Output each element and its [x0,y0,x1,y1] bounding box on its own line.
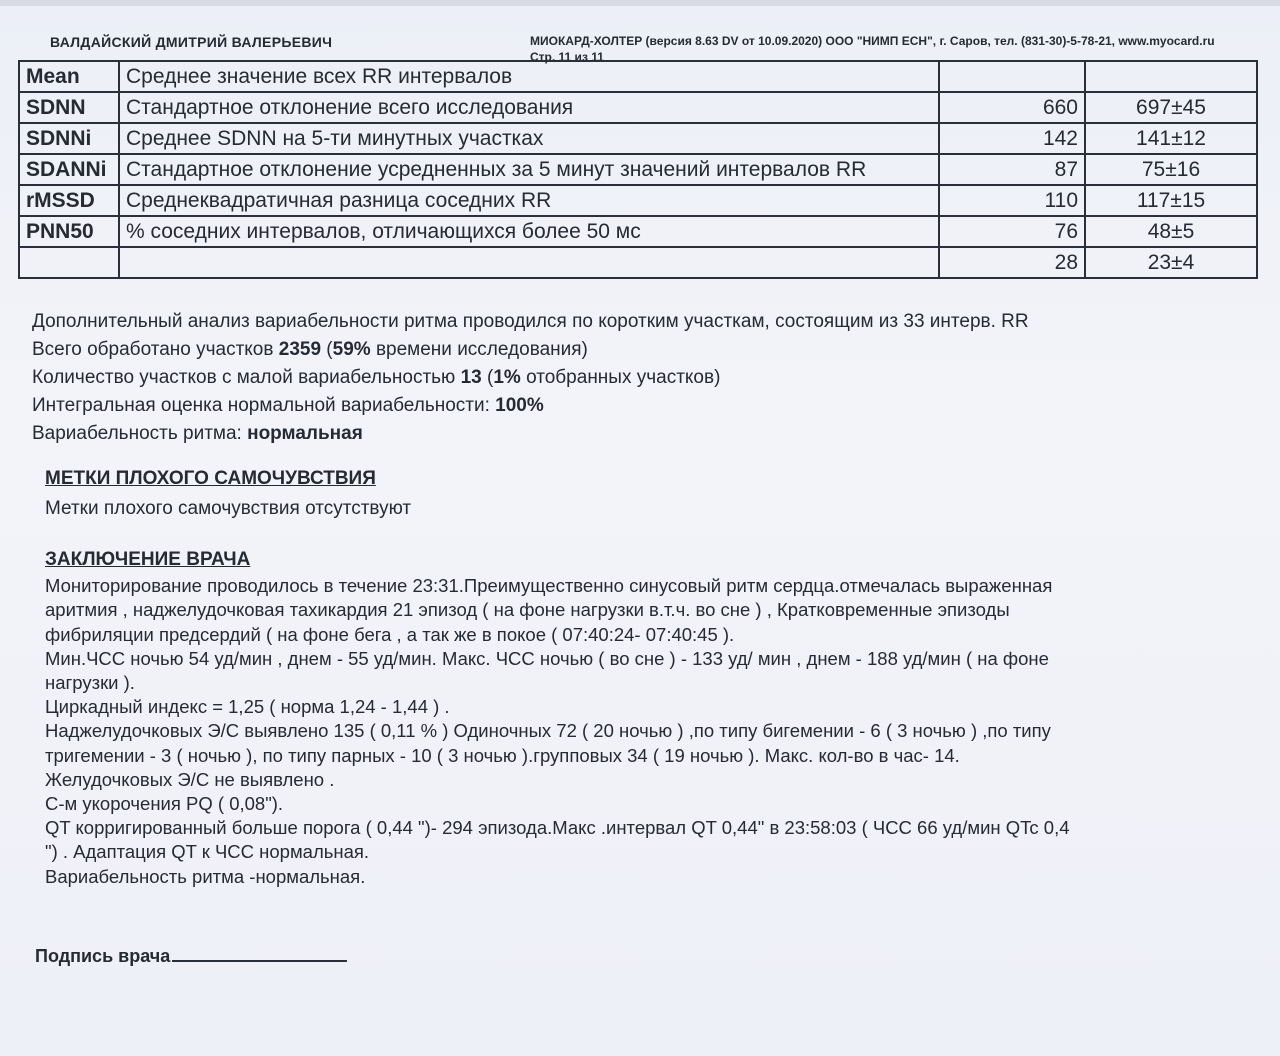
bad-feeling-marks-section [45,466,411,522]
summary-text: Всего обработано участков [32,339,279,360]
table-row [19,247,1257,278]
summary-text: ( [321,339,333,360]
row-code: SDANNi [19,154,119,185]
conclusion-line: нагрузки ). [45,672,135,694]
conclusion-line: Циркадный индекс = 1,25 ( норма 1,24 - 1,44 ) . [45,696,450,718]
row-description: Среднее значение всех RR интервалов [119,61,939,92]
row-code: SDNN [19,92,119,123]
table-row [19,185,1257,216]
row-description: Среднее SDNN на 5-ти минутных участках [119,123,939,154]
signature-line [172,960,347,962]
summary-line-analysis: Дополнительный анализ вариабельности ритма проводился по коротким участкам, состоящим из 33 интерв. RR [32,311,1029,332]
row-norm: 117±15 [1085,185,1257,216]
table-row [19,123,1257,154]
conclusion-line: С-м укорочения PQ ( 0,08"). [45,793,284,815]
summary-text: Вариабельность ритма: [32,423,248,444]
row-description: Стандартное отклонение всего исследования [119,92,939,123]
rhythm-variability-value: нормальная [247,423,363,444]
summary-line-integral [32,392,1029,420]
row-code: PNN50 [19,216,119,247]
row-code: Mean [19,61,119,92]
row-norm: 75±16 [1085,154,1257,185]
summary-line-low-variability [32,364,1029,392]
row-code: SDNNi [19,123,119,154]
table-row [19,216,1257,247]
top-edge [0,0,1280,6]
patient-name: ВАЛДАЙСКИЙ ДМИТРИЙ ВАЛЕРЬЕВИЧ [50,34,333,50]
summary-text: Интегральная оценка нормальной вариабельности: [32,395,496,416]
row-value: 142 [939,123,1085,154]
conclusion-line: QT корригированный больше порога ( 0,44 ")- 294 эпизода.Макс .интервал QT 0,44" в 23:58:03 ( ЧСС 66 уд/мин QTc 0,4 [45,817,1070,839]
row-value [939,61,1085,92]
doctor-conclusion [45,548,1265,889]
conclusion-line: Наджелудочковых Э/С выявлено 135 ( 0,11 % ) Одиночных 72 ( 20 ночью ) ,по типу бигемении - 6 ( 3 ночью ) ,по типу [45,720,1051,742]
program-info: МИОКАРД-ХОЛТЕР (версия 8.63 DV от 10.09.2020) ООО "НИМП ЕСН", г. Саров, тел. (831-30)-5-78-21, www.myocard.ru [530,34,1215,48]
conclusion-line: Мин.ЧСС ночью 54 уд/мин , днем - 55 уд/мин. Макс. ЧСС ночью ( во сне ) - 133 уд/ мин , днем - 188 уд/мин ( на фоне [45,647,1049,669]
conclusion-line: тригемении - 3 ( ночью ), по типу парных - 10 ( 3 ночью ).групповых 34 ( 19 ночью ). Макс. кол-во в час- 14. [45,744,960,766]
summary-text: ( [481,367,494,388]
row-norm: 141±12 [1085,123,1257,154]
conclusion-line: Вариабельность ритма -нормальная. [45,865,366,887]
processed-count: 2359 [278,339,322,360]
row-description: % соседних интервалов, отличающихся более 50 мс [119,216,939,247]
row-norm [1085,61,1257,92]
table-row [19,154,1257,185]
summary-text: Количество участков с малой вариабельностью [32,367,461,388]
doctor-signature [35,946,347,967]
page-number: Стр. 11 из 11 [530,50,604,64]
row-value: 28 [939,247,1085,278]
row-description [119,247,939,278]
summary-text: времени исследования) [370,339,588,360]
row-norm: 697±45 [1085,92,1257,123]
row-norm: 48±5 [1085,216,1257,247]
row-description: Стандартное отклонение усредненных за 5 минут значений интервалов RR [119,154,939,185]
row-value: 110 [939,185,1085,216]
row-value: 87 [939,154,1085,185]
processed-percent: 59% [332,339,371,360]
row-code [19,247,119,278]
low-variability-percent: 1% [493,367,521,388]
signature-label: Подпись врача [35,946,171,966]
table-row [19,92,1257,123]
integral-score: 100% [495,395,544,416]
conclusion-line: аритмия , наджелудочковая тахикардия 21 эпизод ( на фоне нагрузки в.т.ч. во сне ) , Кратковременные эпизоды [45,599,1010,621]
row-norm: 23±4 [1085,247,1257,278]
marks-text: Метки плохого самочувствия отсутствуют [45,498,412,519]
hrv-table [18,60,1258,279]
summary-line-rhythm [32,420,1029,448]
conclusion-line: Мониторирование проводилось в течение 23:31.Преимущественно синусовый ритм сердца.отмечалась выраженная [45,575,1053,597]
conclusion-line: ") . Адаптация QT к ЧСС нормальная. [45,841,370,863]
section-title: МЕТКИ ПЛОХОГО САМОЧУВСТВИЯ [45,468,376,489]
row-value: 76 [939,216,1085,247]
low-variability-count: 13 [460,367,482,388]
conclusion-line: фибриляции предсердий ( на фоне бега , а так же в покое ( 07:40:24- 07:40:45 ). [45,623,735,645]
row-value: 660 [939,92,1085,123]
variability-summary [32,308,1029,448]
summary-line-processed [32,336,1029,364]
row-description: Среднеквадратичная разница соседних RR [119,185,939,216]
table-row [19,61,1257,92]
conclusion-line: Желудочковых Э/С не выявлено . [45,768,335,790]
row-code: rMSSD [19,185,119,216]
section-title: ЗАКЛЮЧЕНИЕ ВРАЧА [45,549,251,570]
summary-text: отобранных участков) [520,367,721,388]
